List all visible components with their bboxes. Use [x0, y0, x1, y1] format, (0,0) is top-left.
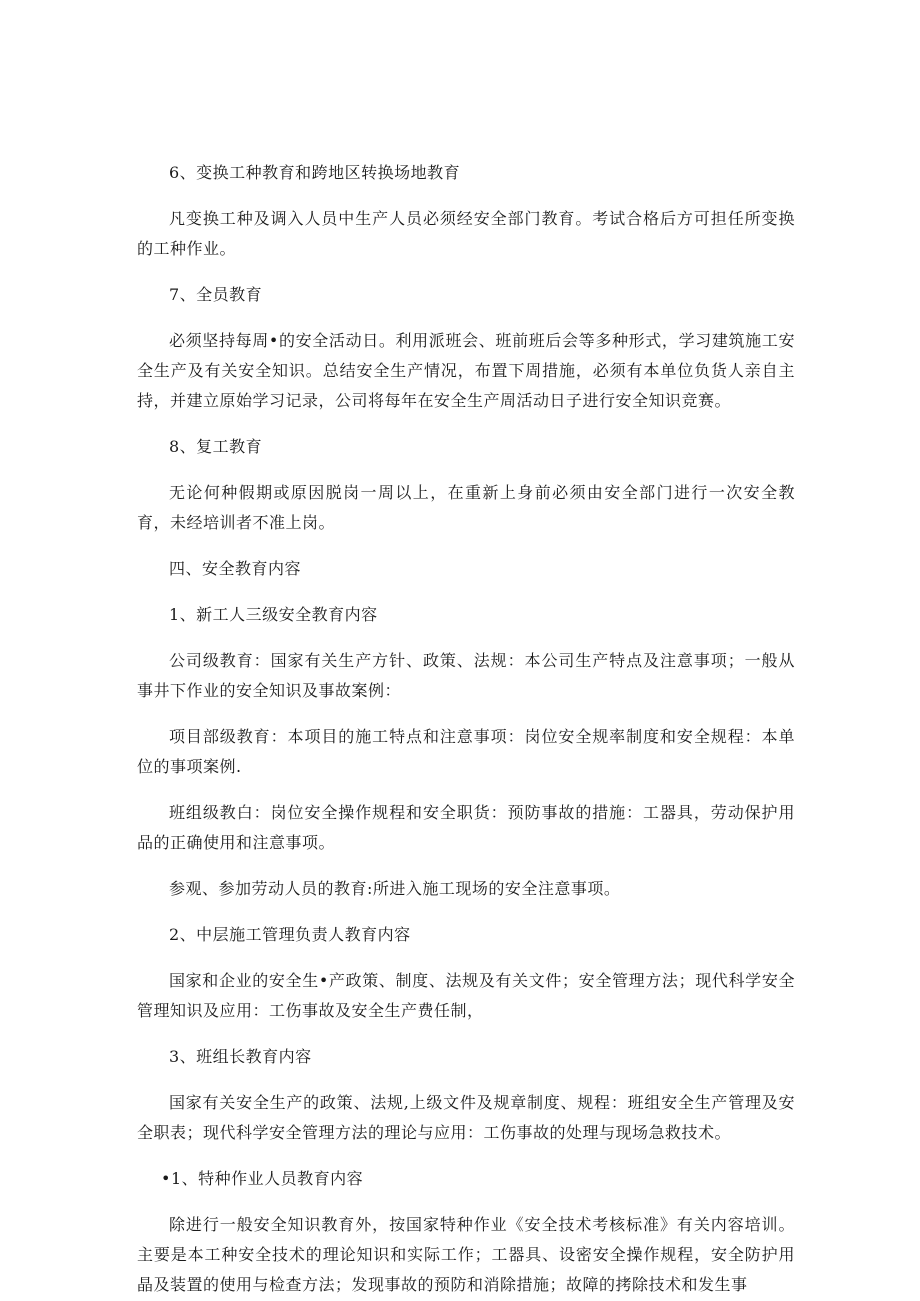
- section-heading-6: 6、变换工种教育和跨地区转换场地教育: [169, 163, 461, 182]
- subheading-middle-management-content: 2、中层施工管理负责人教育内容: [169, 925, 411, 944]
- subheading-special-operations-content: •1、特种作业人员教育内容: [161, 1169, 364, 1188]
- paragraph-team-level: 班组级教白：岗位安全操作规程和安全职货：预防事故的措施：工器具，劳动保护用品的正确使用和注意事项。: [137, 803, 795, 852]
- section-heading-7: 7、全员教育: [169, 285, 263, 304]
- paragraph-middle-management: 国家和企业的安全生•产政策、制度、法规及有关文件；安全管理方法；现代科学安全管理知识及应用：工伤事故及安全生产费任制，: [137, 971, 795, 1020]
- paragraph-company-level: 公司级教育：国家有关生产方针、政策、法规：本公司生产特点及注意事项；一般从事井下作业的安全知识及事故案例：: [137, 651, 795, 700]
- section-heading-8: 8、复工教育: [169, 437, 263, 456]
- subheading-new-worker-content: 1、新工人三级安全教育内容: [169, 605, 378, 624]
- paragraph-all-staff-education: 必须坚持每周•的安全活动日。利用派班会、班前班后会等多种形式，学习建筑施工安全生产及有关安全知识。总结安全生产情况，布置下周措施，必须有本单位负货人亲自主持，并建立原始学习记录，公司将每年在安全生产周活动日子进行安全知识竞赛。: [137, 331, 795, 410]
- paragraph-project-level: 项目部级教育：本项目的施工特点和注意事项：岗位安全规率制度和安全规程：本单位的事项案例.: [137, 727, 795, 776]
- paragraph-job-change-education: 凡变换工种及调入人员中生产人员必须经安全部门教育。考试合格后方可担任所变换的工种作业。: [137, 209, 795, 258]
- paragraph-team-leader: 国家有关安全生产的政策、法规,上级文件及规章制度、规程：班组安全生产管理及安全职表；现代科学安全管理方法的理论与应用：工伤事故的处理与现场急救技术。: [137, 1093, 795, 1142]
- subheading-team-leader-content: 3、班组长教育内容: [169, 1047, 312, 1066]
- paragraph-visitors: 参观、参加劳动人员的教育:所进入施工现场的安全注意事项。: [169, 879, 621, 898]
- chapter-heading-4: 四、安全教育内容: [169, 559, 302, 578]
- document-page: [137, 158, 795, 1300]
- paragraph-return-to-work-education: 无论何种假期或原因脱岗一周以上，在重新上身前必须由安全部门进行一次安全教育，未经培训者不准上岗。: [137, 483, 795, 532]
- paragraph-special-operations: 除进行一般安全知识教育外，按国家特种作业《安全技术考核标准》有关内容培训。主要是本工种安全技术的理论知识和实际工作；工器具、设密安全操作规程，安全防护用晶及装置的使用与检查方法；发现事故的预防和消除措施；故障的拷除技术和发生事: [137, 1215, 795, 1294]
